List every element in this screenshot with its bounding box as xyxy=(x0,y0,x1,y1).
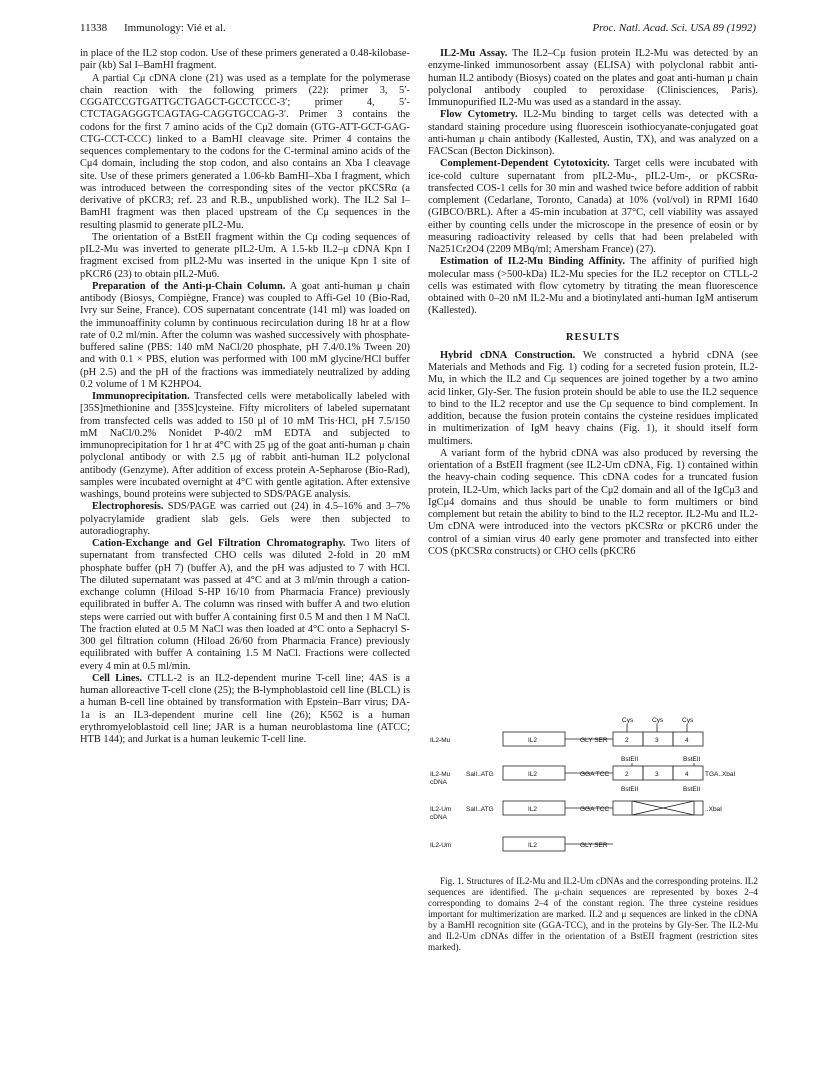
sall-atg-label: SalI..ATG xyxy=(466,806,494,813)
paragraph-heading: Preparation of the Anti-μ-Chain Column. xyxy=(92,280,286,292)
bsteii-label: BstEII xyxy=(683,786,701,793)
cys-label: Cys xyxy=(682,717,694,724)
paragraph-text: We constructed a hybrid cDNA (see Materials and Methods and Fig. 1) coding for a secreted fusion protein, IL2-Mu, in which the IL2 and Cμ sequences are joined together by a two amino acid linker, Gly-Ser. The fusion protein should be able to use the IL2 sequence to bind to the IL2 receptor and use the Cμ sequence to bind complement. In addition, because the fusion protein contains the cysteine residues implicated in multimerization of IgM heavy chains (Fig. 1), it should itself form multimers. xyxy=(428,349,758,447)
il2-label: IL2 xyxy=(528,737,538,744)
domain-label: 4 xyxy=(685,771,689,778)
domain-label: 2 xyxy=(625,737,629,744)
tga-xbal-label: TGA..XbaI xyxy=(705,771,736,778)
il2-label: IL2 xyxy=(528,771,538,778)
il2-label: IL2 xyxy=(528,806,538,813)
paragraph xyxy=(428,109,758,158)
row-label: IL2-Um xyxy=(430,842,452,849)
figure-caption xyxy=(428,876,758,953)
journal-citation: Proc. Natl. Acad. Sci. USA 89 (1992) xyxy=(592,22,756,34)
running-header xyxy=(80,20,756,36)
bsteii-label: BstEII xyxy=(621,786,639,793)
caption-text: Fig. 1. Structures of IL2-Mu and IL2-Um cDNAs and the corresponding proteins. IL2 sequences are identified. The μ-chain sequences are represented by boxes 2–4 corresponding to domains 2–4 of the constant region. The three cysteine residues important for multimerization are marked. IL2 and μ sequences are linked in the cDNA by a BamHI recognition site (GGA-TCC), and in the proteins by Gly-Ser. The IL2-Mu and IL2-Um cDNAs differ in the orientation of a BstEII fragment (restriction sites marked). xyxy=(428,876,758,952)
cys-label: Cys xyxy=(652,717,664,724)
results-heading: RESULTS xyxy=(565,331,621,343)
cdna-diagram xyxy=(428,712,758,864)
domain-label: 4 xyxy=(685,737,689,744)
paragraph xyxy=(80,232,410,281)
paragraph xyxy=(80,501,410,538)
cys-label: Cys xyxy=(622,717,634,724)
paragraph xyxy=(80,673,410,747)
paragraph xyxy=(428,256,758,317)
running-title: Immunology: Vié et al. xyxy=(124,22,226,34)
paragraph-heading: Complement-Dependent Cytotoxicity. xyxy=(440,158,610,170)
figure-1 xyxy=(428,712,758,864)
paragraph xyxy=(428,48,758,109)
paragraph-text: The IL2–Cμ fusion protein IL2-Mu was detected by an enzyme-linked immunosorbent assay (ELISA) with polyclonal rabbit anti-human IL2 antibody (Biosys) coated on the plates and goat anti-human μ chain polyclonal antibody coupled to peroxidase (Clinisciences, Paris). Immunopurified IL2-Mu was used as a standard in the assay. xyxy=(428,48,758,108)
page-number: 11338 xyxy=(80,22,108,34)
gly-ser-label: GLY SER xyxy=(580,737,608,744)
paragraph-text: CTLL-2 is an IL2-dependent murine T-cell line; 4AS is a human alloreactive T-cell clone (25); the B-lymphoblastoid cell line (BLCL) is a human B-cell line obtained by transformation with Epstein–Barr virus; DA-1a is an IL3-dependent murine cell line (26); K562 is a human erythromyeloblastoid cell line; JAR is a human neuroblastoma line (ATCC; HTB 144); and Jurkat is a human leukemic T-cell line. xyxy=(80,672,410,745)
bsteii-label: BstEII xyxy=(621,756,639,763)
paragraph-text: A partial Cμ cDNA clone (21) was used as a template for the polymerase chain reaction with the following primers (22): primer 3, 5′-CGGATCCGTGATTGCTGAGCT-GCCTCCC-3′; primer 4, 5′-CTCTAGAGGGTCAGTAG-CAGGTGCCAG-3′. Primer 3 contains the codons for the first 7 amino acids of the Cμ2 domain (GTG-ATT-GCT-GAG-CTG-CCT-CCC) linked to a BamHI cleavage site. Primer 4 contains the sequences complementary to the codons for the C-terminal amino acids of the Cμ4 domain, including the stop codon, and also contains an Xba I cleavage site. Use of these primers generated a 1.06-kb BamHI–Xba I fragment, which was introduced between the corresponding sites of the vector pKCSRα (a derivative of pKCR3; ref. 23 and R.B., unpublished work). The IL2 Sal I–BamHI fragment was then placed upstream of the Cμ sequences in the resulting plasmid to generate pIL2-Mu. xyxy=(80,72,410,231)
methods-continued xyxy=(428,48,758,318)
paragraph-heading: Flow Cytometry. xyxy=(440,109,518,121)
gga-tcc-label: GGA TCC xyxy=(580,771,610,778)
paragraph-heading: Electrophoresis. xyxy=(92,501,164,513)
xbal-label: ..XbaI xyxy=(705,806,722,813)
paragraph-heading: IL2-Mu Assay. xyxy=(440,48,508,59)
paragraph xyxy=(80,73,410,232)
paragraph-text: in place of the IL2 stop codon. Use of these primers generated a 0.48-kilobase-pair (kb) Sal I–BamHI fragment. xyxy=(80,48,410,72)
paragraph-heading: Estimation of IL2-Mu Binding Affinity. xyxy=(440,256,625,268)
row-label: IL2-Um xyxy=(430,806,452,813)
paragraph-text: IL2-Mu binding to target cells was detected with a standard staining procedure using fluorescein isothiocyanate-conjugated goat anti-human μ chain antibody (Kallested, Austin, TX), and was analyzed on a FACScan (Becton Dickinson). xyxy=(428,109,758,157)
row-label-sub: cDNA xyxy=(430,779,447,786)
paragraph-text: A goat anti-human μ chain antibody (Biosys, Compiègne, France) was coupled to Affi-Gel 10 (Bio-Rad, Ivry sur Seine, France). COS supernatant concentrate (141 ml) was loaded on the immunoaffinity column by continuous recirculation during 18 hr at a flow rate of 0.2 ml/min. After the column was washed successively with phosphate-buffered saline (PBS: 140 mM NaCl/20 phosphate, pH 7.4/0.1% Tween 20) and with 0.1 × PBS, elution was performed with 100 mM glycine/HCl buffer (pH 2.5) and the pH of the fractions was immediately neutralized by adding 0.2 volume of 1 M K2HPO4. xyxy=(80,280,410,390)
domain-label: 3 xyxy=(655,771,659,778)
bsteii-label: BstEII xyxy=(683,756,701,763)
row-label: IL2-Mu xyxy=(430,771,451,778)
paragraph-text: Target cells were incubated with ice-cold culture supernatant from pIL2-Mu-, pIL2-Um-, or pKCSRα-transfected COS-1 cells for 30 min and washed twice before addition of rabbit complement (Cedarlane, Toronto, Canada) at 10% (vol/vol) in RPMI 1640 (GIBCO/BRL). After a 45-min incubation at 37°C, cell viability was assayed either by counting cells under the microscope in the presence of eosin or by measuring radioactivity released by cells that had been prelabeled with Na251Cr2O4 (2209 MBq/ml; Amersham France) (27). xyxy=(428,158,758,255)
paragraph-text: The orientation of a BstEII fragment within the Cμ coding sequences of pIL2-Mu was inverted to generate pIL2-Um. A 1.5-kb IL2–μ cDNA Kpn I fragment excised from pIL2-Mu was inserted in the unique Kpn I site of pKCR6 (23) to obtain pIL2-Mu6. xyxy=(80,231,410,280)
paragraph-text: A variant form of the hybrid cDNA was also produced by reversing the orientation of a BstEII fragment (see IL2-Um cDNA, Fig. 1) contained within the heavy-chain coding sequence. This cDNA codes for a truncated fusion protein, IL2-Um, which lacks part of the Cμ2 domain and all of the IgCμ3 and IgCμ4 domains and thus should be unable to form multimers or bind complement but retain the ability to bind to the IL2 receptor. IL2-Mu and IL2-Um cDNA were introduced into the vectors pKCSRα or pKCR6 under the control of a simian virus 40 early gene promoter and transfected into either COS (pKCSRα constructs) or CHO cells (pKCR6 xyxy=(428,447,758,557)
paragraph xyxy=(428,448,758,558)
paragraph xyxy=(80,391,410,501)
gga-tcc-label: GGA TCC xyxy=(580,806,610,813)
paragraph-heading: Cation-Exchange and Gel Filtration Chromatography. xyxy=(92,538,346,549)
paragraph-text: Transfected cells were metabolically labeled with [35S]methionine and [35S]cysteine. Fifty microliters of labeled supernatant from transfected cells was added to 150 μl of 10 mM Tris·HCl, pH 7.5/150 mM NaCl/0.2% Nonidet P-40/2 mM EDTA and subjected to immunoprecipitation for 1 hr at 4°C with 25 μg of the goat anti-human μ chain polyclonal antibody or with 2.5 μg of rabbit anti-human IL2 polyclonal antibody (Genzyme). After addition of excess protein A-Sepharose (Bio-Rad), samples were incubated overnight at 4°C with gentle agitation. After extensive washings, bound proteins were subjected to SDS/PAGE analysis. xyxy=(80,391,410,500)
paragraph-heading: Hybrid cDNA Construction. xyxy=(440,349,576,361)
gly-ser-label: GLY SER xyxy=(580,842,608,849)
paragraph-heading: Cell Lines. xyxy=(92,672,143,684)
domain-label: 3 xyxy=(655,737,659,744)
paragraph xyxy=(80,281,410,391)
paragraph-text: The affinity of purified high molecular mass (>500-kDa) IL2-Mu species for the IL2 receptor on CTLL-2 cells was estimated with flow cytometry by titrating the mean fluorescence obtained with 0–20 nM IL2-Mu and a biotinylated anti-human IgM antiserum (Kallested). xyxy=(428,256,758,317)
inverted-fragment-box xyxy=(613,801,703,815)
il2-label: IL2 xyxy=(528,842,538,849)
row-label-sub: cDNA xyxy=(430,814,447,821)
row-label: IL2-Mu xyxy=(430,737,451,744)
paragraph-text: SDS/PAGE was carried out (24) in 4.5–16% and 3–7% polyacrylamide gradient slab gels. Gels were then subjected to autoradiography. xyxy=(80,501,410,537)
paragraph xyxy=(428,350,758,448)
paragraph xyxy=(428,158,758,256)
left-column xyxy=(80,48,410,746)
results-text xyxy=(428,350,758,558)
paragraph xyxy=(80,538,410,673)
paragraph xyxy=(80,48,410,73)
paragraph-text: Two liters of supernatant from transfected CHO cells was diluted 2-fold in 20 mM phosphate buffer (pH 7) (buffer A), and the pH was adjusted to 7 with HCl. The diluted supernatant was passed at 4°C and at 3 ml/min through a cation-exchange column (Hiload S-HP 16/10 from Pharmacia France) previously equilibrated in buffer A. The column was rinsed with buffer A and two elution steps were carried out with buffer A containing first 0.5 M and then 1 M NaCl. The fraction eluted at 0.5 M NaCl was then loaded at 4°C onto a Sephacryl S-300 gel filtration column (Hiload 26/60 from Pharmacia France) previously equilibrated with buffer A containing 1.5 M NaCl. Fractions were collected every 4 min at 0.5 ml/min. xyxy=(80,538,411,672)
sall-atg-label: SalI..ATG xyxy=(466,771,494,778)
domain-label: 2 xyxy=(625,771,629,778)
right-column xyxy=(428,48,758,558)
paragraph-heading: Immunoprecipitation. xyxy=(92,391,190,402)
